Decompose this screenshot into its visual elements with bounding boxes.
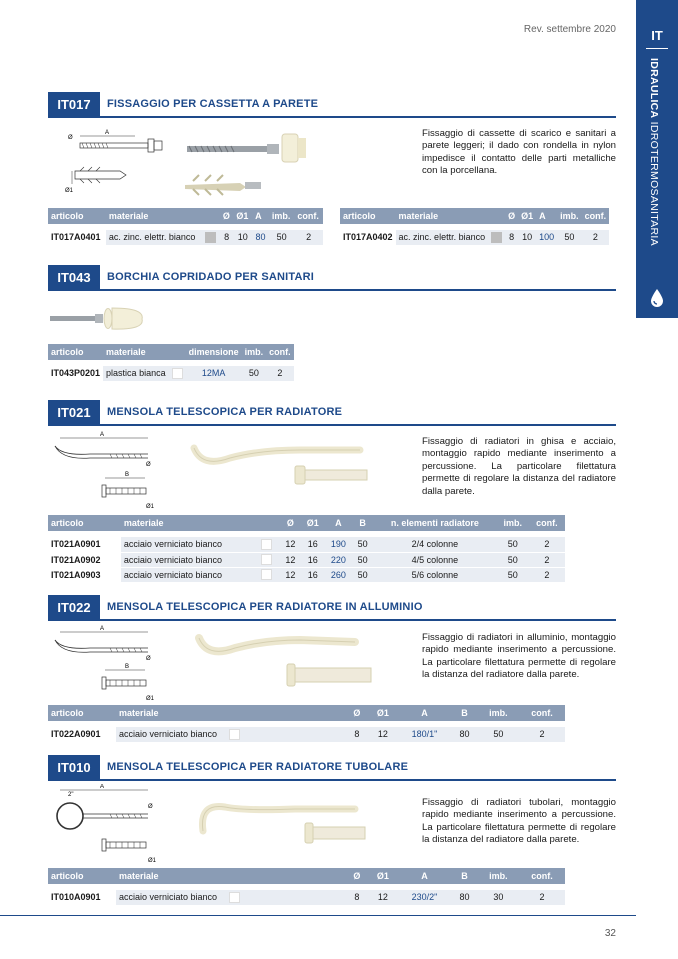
spec-table [48,208,323,246]
material: plastica bianca [103,366,169,381]
table-row[interactable]: IT043P0201 plastica bianca 12MA 50 2 [48,366,294,381]
technical-drawing [50,430,165,515]
color-swatch [261,554,272,565]
table-header-row: articolo materiale Ø Ø1 A B n. elementi radiatore imb. conf. [48,515,565,531]
table-header-row: articolo materiale Ø Ø1 A B imb. conf. [48,705,565,721]
color-swatch [172,368,183,379]
col-header: conf. [294,208,323,224]
section-title: FISSAGGIO PER CASSETTA A PARETE [107,98,319,110]
product-photo-bracket [195,795,375,860]
section-title: BORCHIA COPRIDADO PER SANITARI [107,271,315,283]
col-header: materiale [106,208,202,224]
table-header-row: articolo materiale Ø Ø1 A imb. conf. [340,208,609,224]
col-header: imb. [269,208,295,224]
color-swatch [491,232,502,243]
section-header [48,400,616,426]
water-drop-icon [650,288,664,308]
svg-text:Ø: Ø [148,804,153,810]
svg-text:Ø: Ø [146,656,151,662]
footer-divider [0,915,636,916]
product-description: Fissaggio di cassette di scarico e sanitari a parete leggeri; il dado con rondella in nylon impedisce il contatto delle parti metalliche con la porcellana. [422,128,616,177]
table-header-row: articolo materiale dimensione imb. conf. [48,344,294,360]
col-header: A [252,208,269,224]
technical-drawing [50,784,165,871]
section-header [48,755,616,781]
section-it017 [48,92,616,118]
table-row[interactable]: IT021A0903 acciaio verniciato bianco 12 16 260 50 5/6 colonne 50 2 [48,567,565,582]
table-row[interactable]: IT017A0402 ac. zinc. elettr. bianco 8 10 100 50 2 [340,230,609,245]
section-header [48,265,616,291]
svg-text:2": 2" [68,792,74,798]
category-label: IDRAULICA IDROTERMOSANITARIA [648,58,660,246]
spec-table [340,208,609,246]
technical-drawing [50,624,165,709]
table-row[interactable]: IT010A0901 acciaio verniciato bianco 8 12 230/2" 80 30 2 [48,890,565,905]
section-title: MENSOLA TELESCOPICA PER RADIATORE IN ALLUMINIO [107,601,423,613]
svg-text:A: A [100,784,105,790]
section-header [48,595,616,621]
product-description: Fissaggio di radiatori in alluminio, montaggio rapido mediante inserimento a percussione. La particolare filettatura permette di regolare la distanza del radiatore dalla parete. [422,632,616,681]
product-code: IT010 [48,755,100,781]
category-sidebar-tab[interactable] [636,0,678,318]
product-photo-bracket [195,630,375,697]
product-code: IT043 [48,265,100,291]
color-swatch [261,569,272,580]
col-header: Ø1 [233,208,252,224]
article-code: IT043P0201 [48,366,103,381]
section-it021 [48,400,616,426]
article-code: IT017A0402 [340,230,396,245]
revision-date: Rev. settembre 2020 [523,24,616,35]
language-label: IT [651,28,663,43]
section-it022 [48,595,616,621]
sidebar-divider [646,48,668,49]
svg-text:A: A [100,432,105,438]
section-title: MENSOLA TELESCOPICA PER RADIATORE TUBOLARE [107,761,409,773]
color-swatch [261,539,272,550]
product-description: Fissaggio di radiatori tubolari, montaggio rapido mediante inserimento a percussione. La particolare filettatura permette di regolare la distanza del radiatore dalla parete. [422,797,616,846]
product-description: Fissaggio di radiatori in ghisa e acciaio, montaggio rapido mediante inserimento a percussione. La particolare filettatura permette di regolare la distanza del radiatore dalla parete. [422,436,616,497]
svg-text:Ø1: Ø1 [146,504,155,510]
product-code: IT021 [48,400,100,426]
color-swatch [229,729,240,740]
svg-text:Ø1: Ø1 [148,858,157,864]
color-swatch [229,892,240,903]
article-code: IT017A0401 [48,230,106,245]
table-header-row [48,208,323,224]
svg-text:A: A [100,626,105,632]
material: ac. zinc. elettr. bianco [106,230,202,245]
svg-text:B: B [125,472,130,478]
svg-text:Ø: Ø [68,135,73,141]
product-code: IT017 [48,92,100,118]
product-photo-bracket [190,438,375,493]
spec-table [48,868,565,906]
svg-text:A: A [105,130,110,136]
section-it043 [48,265,616,291]
col-header: articolo [48,208,106,224]
table-row[interactable]: IT021A0902 acciaio verniciato bianco 12 16 220 50 4/5 colonne 50 2 [48,552,565,567]
spec-table [48,515,565,583]
technical-drawing [50,126,180,201]
material: ac. zinc. elettr. bianco [396,230,489,245]
product-photo-screw [185,130,335,205]
product-photo-cap [50,302,160,341]
page-number: 32 [604,928,616,939]
svg-text:Ø: Ø [146,462,151,468]
section-it010 [48,755,616,781]
svg-text:B: B [125,664,130,670]
svg-text:Ø1: Ø1 [146,696,155,702]
table-row[interactable]: IT017A0401 ac. zinc. elettr. bianco 8 10 80 50 2 [48,230,323,245]
color-swatch [205,232,216,243]
spec-table [48,705,565,743]
table-row[interactable]: IT022A0901 acciaio verniciato bianco 8 12 180/1" 80 50 2 [48,727,565,742]
spec-table [48,344,294,382]
table-header-row: articolo materiale Ø Ø1 A B imb. conf. [48,868,565,884]
col-header: Ø [220,208,234,224]
table-row[interactable]: IT021A0901 acciaio verniciato bianco 12 16 190 50 2/4 colonne 50 2 [48,537,565,552]
section-title: MENSOLA TELESCOPICA PER RADIATORE [107,406,343,418]
svg-text:Ø1: Ø1 [65,188,74,194]
section-header [48,92,616,118]
product-code: IT022 [48,595,100,621]
